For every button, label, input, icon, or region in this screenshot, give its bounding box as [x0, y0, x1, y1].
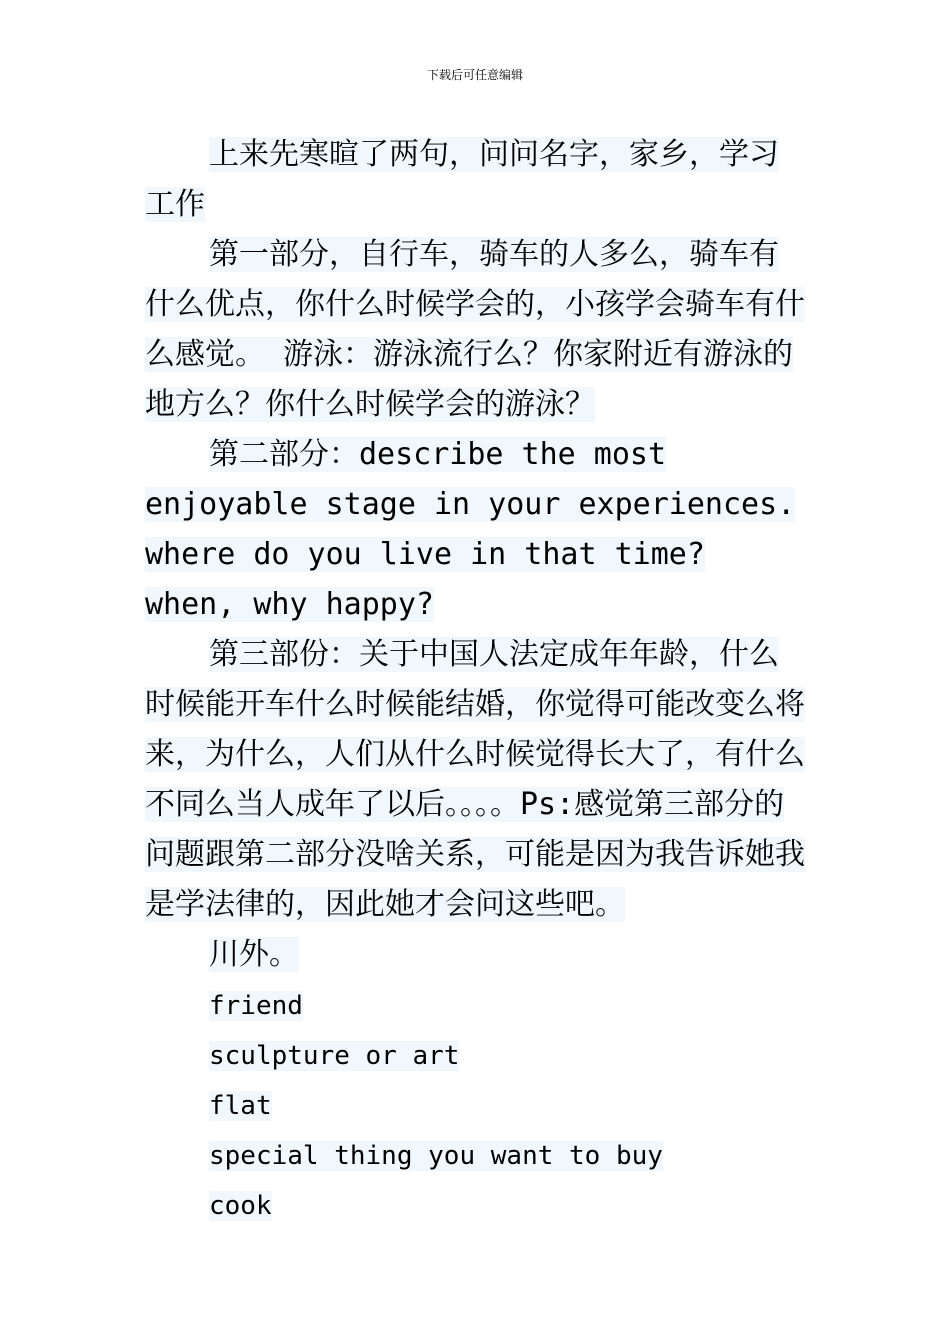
- paragraph-greeting: [145, 130, 807, 230]
- paragraph-part-one: [145, 230, 807, 430]
- list-item-text: sculpture or art: [209, 1041, 460, 1071]
- paragraph-text: 第二部分：describe the most enjoyable stage in your experiences. where do you live in that time? when, why happy?: [145, 437, 796, 622]
- paragraph-part-three: [145, 630, 807, 930]
- list-title: [145, 930, 807, 980]
- list-item-text: special thing you want to buy: [209, 1141, 663, 1171]
- list-item: [145, 1030, 807, 1080]
- paragraph-part-two: [145, 430, 807, 630]
- list-item-text: flat: [209, 1091, 272, 1121]
- page-header: 下载后可任意编辑: [426, 68, 523, 82]
- document-body: [145, 130, 807, 1230]
- list-item-text: friend: [209, 991, 303, 1021]
- paragraph-text: 第三部份：关于中国人法定成年年龄，什么时候能开车什么时候能结婚，你觉得可能改变么将来，为什么，人们从什么时候觉得长大了，有什么不同么当人成年了以后。。。。Ps:感觉第三部分的问题跟第二部分没啥关系，可能是因为我告诉她我是学法律的，因此她才会问这些吧。: [145, 637, 805, 922]
- list-title-text: 川外。: [209, 937, 299, 972]
- list-item: [145, 1080, 807, 1130]
- list-item: [145, 980, 807, 1030]
- paragraph-text: 上来先寒暄了两句，问问名字，家乡，学习工作: [145, 137, 779, 222]
- list-item-text: cook: [209, 1191, 272, 1221]
- paragraph-text: 第一部分，自行车，骑车的人多么，骑车有什么优点，你什么时候学会的，小孩学会骑车有什么感觉。 游泳：游泳流行么？你家附近有游泳的地方么？你什么时候学会的游泳？: [145, 237, 805, 422]
- list-item: [145, 1130, 807, 1180]
- list-item: [145, 1180, 807, 1230]
